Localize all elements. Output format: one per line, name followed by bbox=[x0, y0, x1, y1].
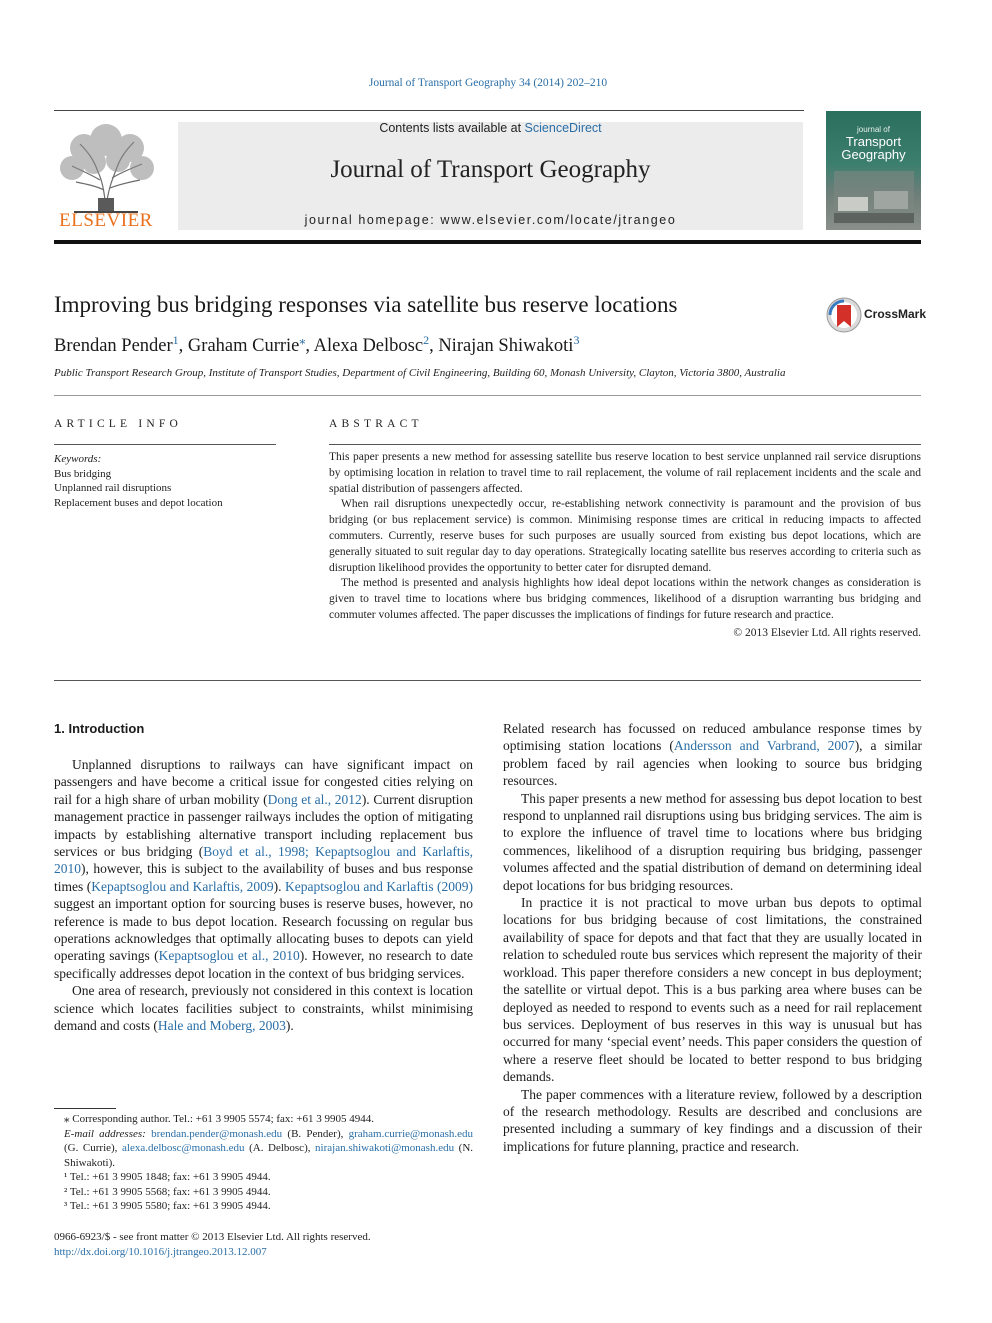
email-owner: (A. Delbosc), bbox=[244, 1142, 316, 1154]
body-text: ). However, no research to date specifically addresses depot location in the context of bus bridging services. bbox=[54, 948, 473, 981]
abstract-paragraph: When rail disruptions unexpectedly occur, re-establishing network connectivity is paramount and the provision of bus bridging (or bus replacement service) is common. Minimising response times are critical in reducing impacts to affected commuters. Currently, reserve buses for such purposes are usually sourced from existing bus depot locations, which are generally situated to suit regular day to day operations. Strategically locating satellite bus reserves according to criteria such as disruption likelihood provides the opportunity to better cater for disrupted demand. bbox=[329, 498, 921, 574]
doi-link[interactable]: http://dx.doi.org/10.1016/j.jtrangeo.2013.12.007 bbox=[54, 1245, 267, 1258]
author-mark[interactable]: 2 bbox=[423, 333, 430, 347]
cover-small-text: journal of bbox=[857, 125, 890, 134]
abstract-paragraph: The method is presented and analysis highlights how ideal depot locations within the network changes as consideration is given to travel time to locations where bus bridging commences, likelihood of a disruption warranting bus bridging and commuter volumes affected. The paper discusses the implications of findings for future research and practice. bbox=[329, 577, 921, 621]
cover-title-line1: Transport bbox=[845, 134, 902, 149]
email-addresses bbox=[54, 1127, 473, 1171]
author-name[interactable]: Nirajan Shiwakoti bbox=[438, 336, 574, 357]
article-title: Improving bus bridging responses via satellite bus reserve locations bbox=[54, 292, 678, 317]
author-name[interactable]: Alexa Delbosc bbox=[313, 336, 424, 357]
body-text: Related research has focussed on reduced ambulance response times by optimising station locations ( bbox=[503, 721, 922, 754]
body-paragraph bbox=[54, 982, 473, 1034]
footnote-3: ³ Tel.: +61 3 9905 5580; fax: +61 3 9905 4944. bbox=[64, 1200, 271, 1212]
body-text: Unplanned disruptions to railways can have significant impact on passengers and have become a critical issue for congested cities relying on rail for a high share of urban mobility ( bbox=[54, 757, 473, 807]
keyword-item: Unplanned rail disruptions bbox=[54, 482, 172, 494]
sciencedirect-link[interactable]: ScienceDirect bbox=[524, 121, 602, 135]
email-link[interactable]: nirajan.shiwakoti@monash.edu bbox=[315, 1142, 455, 1154]
body-paragraph bbox=[54, 756, 473, 982]
footnote-1: ¹ Tel.: +61 3 9905 1848; fax: +61 3 9905 4944. bbox=[64, 1171, 271, 1183]
abstract-rule bbox=[329, 444, 921, 445]
author-mark[interactable]: 1 bbox=[172, 333, 179, 347]
email-link[interactable]: graham.currie@monash.edu bbox=[348, 1127, 473, 1140]
affiliation: Public Transport Research Group, Institute of Transport Studies, Department of Civil Engineering, Building 60, Monash University, Clayton, Victoria 3800, Australia bbox=[54, 367, 786, 379]
body-text: ). bbox=[273, 878, 285, 894]
crossmark-label[interactable]: CrossMark bbox=[864, 307, 927, 321]
keyword-item: Replacement buses and depot location bbox=[54, 496, 223, 509]
email-label: E-mail addresses: bbox=[64, 1127, 146, 1140]
corresponding-author-note: ⁎ Corresponding author. Tel.: +61 3 9905 5574; fax: +61 3 9905 4944. bbox=[64, 1113, 374, 1125]
body-text: suggest an important option for sourcing buses is reserve buses, however, no reference is made to bus depot location. Research focussing on regular bus operations acknowledges that optimally allocating buses to depots can yield operating savings ( bbox=[54, 896, 473, 964]
cover-title-line2: Geography bbox=[841, 147, 906, 162]
contents-line bbox=[178, 121, 803, 135]
keyword-item: Bus bridging bbox=[54, 467, 112, 480]
author-list: Brendan Pender$^1$, Graham Currie⁎, Alexa Delbosc$^2$, Nirajan Shiwakoti$^3$ bbox=[54, 333, 580, 357]
keywords-block bbox=[54, 452, 276, 510]
body-text: ). bbox=[285, 1018, 294, 1034]
citation-link[interactable]: Kepaptsoglou et al., 2010 bbox=[158, 948, 300, 964]
author-name[interactable]: Graham Currie bbox=[187, 336, 300, 357]
keywords-label: Keywords: bbox=[54, 453, 102, 465]
issn-line: 0966-6923/$ - see front matter © 2013 Elsevier Ltd. All rights reserved. bbox=[54, 1231, 371, 1243]
citation-link[interactable]: Dong et al., 2012 bbox=[267, 791, 362, 807]
abstract-end-rule bbox=[54, 680, 921, 681]
citation-link[interactable]: Hale and Moberg, 2003 bbox=[157, 1018, 286, 1034]
body-text: ). Current disruption management practice in passenger railways includes the option of mitigating impacts by establishing alternative transport including replacement bus services or bus bridging ( bbox=[54, 791, 473, 860]
email-owner: (B. Pender), bbox=[282, 1127, 349, 1140]
header-thick-rule bbox=[54, 240, 921, 244]
footnotes bbox=[54, 1112, 473, 1214]
body-paragraph: In practice it is not practical to move urban bus depots to optimal locations for bus bridging because of cost limitations, the constrained availability of space for depots and that fact that they are usually located in relation to scheduled route bus services which represent the majority of their workload. This paper therefore considers a new concept in bus deployment; the satellite or virtual depot. This is a bus parking area where buses can be deployed as needed to respond to events such as a need for rail replacement bus services. Deployment of bus reserves in this way is unusual but has occurred for many ‘special event’ needs. This paper considers the question of where a reserve fleet should be located to better respond to bus bridging demands. bbox=[503, 895, 922, 1085]
body-text: One area of research, previously not considered in this context is location science which locates facilities subject to constraints, whilst minimising demand and costs ( bbox=[54, 983, 473, 1034]
bottom-notes bbox=[54, 1230, 371, 1259]
section-heading-introduction: 1. Introduction bbox=[54, 721, 145, 736]
citation-link[interactable]: Kepaptsoglou and Karlaftis, 2009 bbox=[91, 878, 274, 894]
body-paragraph bbox=[503, 720, 922, 790]
abstract-heading: ABSTRACT bbox=[329, 418, 423, 430]
body-text: ), a similar problem faced by rail agencies when looking to source bus bridging resources. bbox=[503, 738, 922, 789]
abstract-body bbox=[329, 450, 921, 642]
body-paragraph: The paper commences with a literature review, followed by a description of the research methodology. Results are described and conclusions are presented including a summary of key findings and a discussion of their implications for future planning, practice and research. bbox=[503, 1086, 922, 1154]
citation-link[interactable]: Boyd et al., 1998; Kepaptsoglou and Karlaftis, 2010 bbox=[54, 844, 473, 877]
email-owner: (G. Currie), bbox=[64, 1142, 122, 1154]
crossmark-icon[interactable] bbox=[826, 297, 862, 333]
body-column-right bbox=[503, 720, 922, 1155]
article-info-rule bbox=[54, 444, 276, 445]
affiliation-rule bbox=[54, 395, 921, 396]
journal-title: Journal of Transport Geography bbox=[330, 156, 651, 183]
body-paragraph: This paper presents a new method for assessing bus depot location to best respond to unplanned rail disruptions using bus bridging services. The aim is to explore the influence of travel time to locations where bus bridging commences, likelihood of a disruption requiring bus bridging, passenger volumes affected and the spatial distribution of demand on determining ideal depot locations for bus bridging resources. bbox=[503, 790, 922, 893]
journal-homepage[interactable]: journal homepage: www.elsevier.com/locate/jtrangeo bbox=[304, 213, 677, 227]
email-link[interactable]: alexa.delbosc@monash.edu bbox=[122, 1142, 245, 1154]
citation-link[interactable]: Kepaptsoglou and Karlaftis (2009) bbox=[284, 878, 474, 894]
author-mark[interactable]: 3 bbox=[573, 333, 580, 347]
journal-citation[interactable]: Journal of Transport Geography 34 (2014) 202–210 bbox=[368, 77, 608, 89]
citation-link[interactable]: Andersson and Varbrand, 2007 bbox=[673, 738, 855, 754]
header-rule bbox=[54, 110, 804, 111]
email-owner: (N. Shiwakoti). bbox=[64, 1142, 474, 1169]
abstract-copyright: © 2013 Elsevier Ltd. All rights reserved. bbox=[733, 626, 921, 639]
cover-photo bbox=[834, 171, 914, 223]
body-column-left bbox=[54, 756, 473, 1035]
body-text: ), however, this is subject to the availability of buses and bus response times ( bbox=[54, 861, 473, 894]
author-mark[interactable]: ⁎ bbox=[299, 333, 306, 347]
contents-prefix: Contents lists available at bbox=[379, 121, 525, 135]
elsevier-wordmark: ELSEVIER bbox=[59, 210, 153, 231]
abstract-paragraph: This paper presents a new method for assessing satellite bus reserve location to best service unplanned rail service disruptions by optimising location in relation to travel time to rail replacement, the volume of rail replacement incidents and the scale and spatial distribution of passengers affected. bbox=[329, 451, 921, 495]
journal-cover-thumbnail bbox=[826, 111, 921, 230]
footnote-2: ² Tel.: +61 3 9905 5568; fax: +61 3 9905 4944. bbox=[64, 1185, 271, 1198]
article-info-heading: ARTICLE INFO bbox=[54, 418, 182, 430]
email-link[interactable]: brendan.pender@monash.edu bbox=[151, 1127, 283, 1140]
footnote-rule bbox=[54, 1108, 116, 1109]
author-name[interactable]: Brendan Pender bbox=[54, 336, 173, 357]
